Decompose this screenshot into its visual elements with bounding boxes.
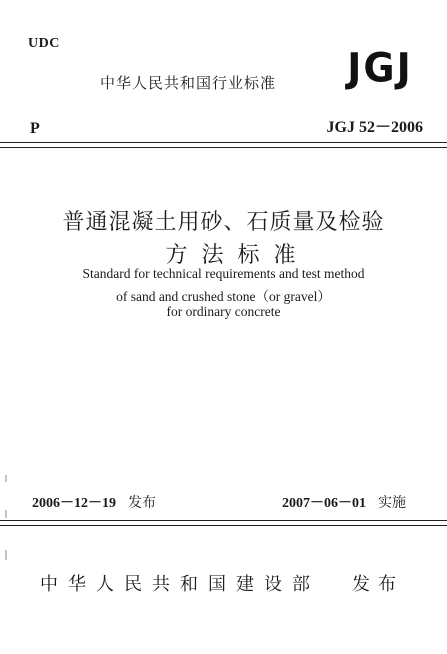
jgj-logo: JGJ [347,44,413,92]
top-divider-thin [0,147,447,148]
title-english-line3: for ordinary concrete [166,304,281,319]
bottom-divider-thin [0,525,447,526]
title-english-line2: of sand and crushed stone（or gravel） [116,289,331,304]
top-divider [0,142,447,143]
title-english-line1: Standard for technical requirements and test method [82,266,365,281]
publish-label: 发布 [352,574,404,595]
title-chinese-line2: 方法标准 [165,243,310,268]
publisher-name: 中华人民共和国建设部 [40,574,320,595]
category-code: P [30,120,40,137]
title-chinese-line1: 普通混凝土用砂、石质量及检验 [62,210,385,235]
binding-edge-marks [2,470,10,590]
udc-label: UDC [28,36,60,51]
effective-date: 2007－06－01 [282,496,366,511]
effective-label: 实施 [378,495,406,511]
standard-code: JGJ 52－2006 [326,119,423,136]
issue-date-block [32,492,156,512]
bottom-divider [0,520,447,521]
industry-standard-heading: 中华人民共和国行业标准 [100,74,277,92]
issue-date: 2006－12－19 [32,496,116,511]
effective-date-block [282,492,406,512]
issue-label: 发布 [128,495,156,511]
